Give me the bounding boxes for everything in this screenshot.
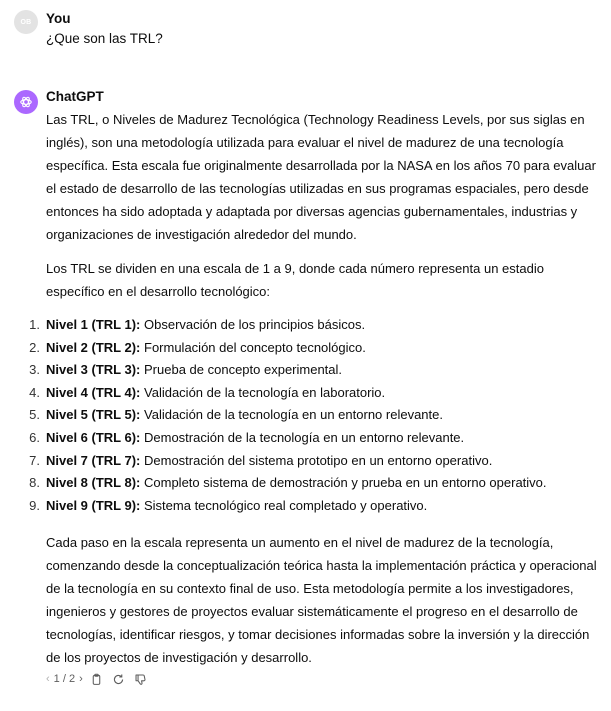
user-message — [14, 10, 601, 48]
chevron-left-icon[interactable]: ‹ — [46, 673, 50, 686]
list-item — [29, 427, 601, 450]
list-item — [29, 314, 601, 337]
user-avatar-initials: OB — [20, 18, 32, 26]
list-item — [29, 404, 601, 427]
copy-icon[interactable] — [89, 671, 105, 687]
list-item-description: Prueba de concepto experimental. — [140, 362, 343, 378]
list-item — [29, 472, 601, 495]
conclusion-paragraph: Cada paso en la escala representa un aumento en el nivel de madurez de la tecnología, comenzando desde la conceptualización teórica hasta la implementación práctica y operacional de la tecnología en su contexto final de uso. Esta metodología permite a los investigadores, ingenieros y gestores de proyectos evaluar sistemáticamente el progreso en el desarrollo de tecnologías, identificar riesgos, y tomar decisiones informadas sobre la inversión y la dirección de los proyectos de investigación y desarrollo. — [46, 535, 597, 666]
thumbs-down-icon[interactable] — [133, 671, 149, 687]
list-item-description: Sistema tecnológico real completado y operativo. — [140, 497, 428, 513]
user-avatar — [14, 10, 38, 34]
list-item-description: Observación de los principios básicos. — [140, 317, 366, 332]
list-item-title: Nivel 8 (TRL 8): — [46, 475, 141, 491]
list-item-number: 7. — [29, 452, 40, 468]
list-item-title: Nivel 3 (TRL 3): — [46, 362, 141, 378]
list-item-title: Nivel 2 (TRL 2): — [46, 339, 141, 355]
list-item-description: Validación de la tecnología en laboratorio. — [140, 384, 386, 400]
openai-logo-icon — [19, 95, 33, 109]
assistant-message — [14, 88, 601, 687]
list-item — [29, 382, 601, 405]
list-item — [29, 359, 601, 382]
list-item-title: Nivel 6 (TRL 6): — [46, 429, 141, 445]
list-item-number: 3. — [29, 362, 40, 378]
assistant-avatar — [14, 90, 38, 114]
user-message-text: ¿Que son las TRL? — [46, 31, 163, 46]
list-item-description: Validación de la tecnología en un entorno relevante. — [140, 407, 443, 423]
regenerate-icon[interactable] — [111, 671, 127, 687]
list-item-title: Nivel 5 (TRL 5): — [46, 407, 141, 423]
assistant-author-name: ChatGPT — [46, 89, 104, 104]
trl-levels-list — [29, 314, 601, 517]
list-item-description: Formulación del concepto tecnológico. — [140, 339, 366, 355]
list-item-number: 1. — [29, 317, 40, 332]
user-author-name: You — [46, 11, 71, 26]
list-item-number: 9. — [29, 497, 40, 513]
list-item-title: Nivel 9 (TRL 9): — [46, 497, 141, 513]
list-item — [29, 495, 601, 518]
list-item-number: 2. — [29, 339, 40, 355]
list-item-number: 8. — [29, 475, 40, 491]
scale-paragraph: Los TRL se dividen en una escala de 1 a 9, donde cada número representa un estadio específico en el desarrollo tecnológico: — [46, 261, 544, 299]
list-item-title: Nivel 1 (TRL 1): — [46, 317, 141, 332]
pager-label: 1 / 2 — [53, 673, 76, 686]
list-item-description: Demostración de la tecnología en un entorno relevante. — [140, 429, 465, 445]
list-item-description: Completo sistema de demostración y prueba en un entorno operativo. — [140, 475, 547, 491]
response-pager — [46, 673, 83, 685]
list-item-title: Nivel 7 (TRL 7): — [46, 452, 141, 468]
list-item-number: 6. — [29, 429, 40, 445]
intro-paragraph: Las TRL, o Niveles de Madurez Tecnológica (Technology Readiness Levels, por sus siglas en inglés), son una metodología utilizada para evaluar el nivel de madurez de una tecnología específica. Esta escala fue originalmente desarrollada por la NASA en los años 70 para evaluar el estado de desarrollo de las tecnologías utilizadas en sus programas espaciales, pero desde entonces ha sido adoptada y adaptada por diversas agencias gubernamentales, industrias y organizaciones de investigación alrededor del mundo. — [46, 112, 596, 242]
list-item-title: Nivel 4 (TRL 4): — [46, 384, 141, 400]
message-toolbar — [46, 671, 601, 687]
list-item — [29, 337, 601, 360]
list-item — [29, 450, 601, 473]
chevron-right-icon[interactable]: › — [79, 673, 83, 686]
list-item-number: 5. — [29, 407, 40, 423]
list-item-description: Demostración del sistema prototipo en un entorno operativo. — [140, 452, 493, 468]
list-item-number: 4. — [29, 384, 40, 400]
